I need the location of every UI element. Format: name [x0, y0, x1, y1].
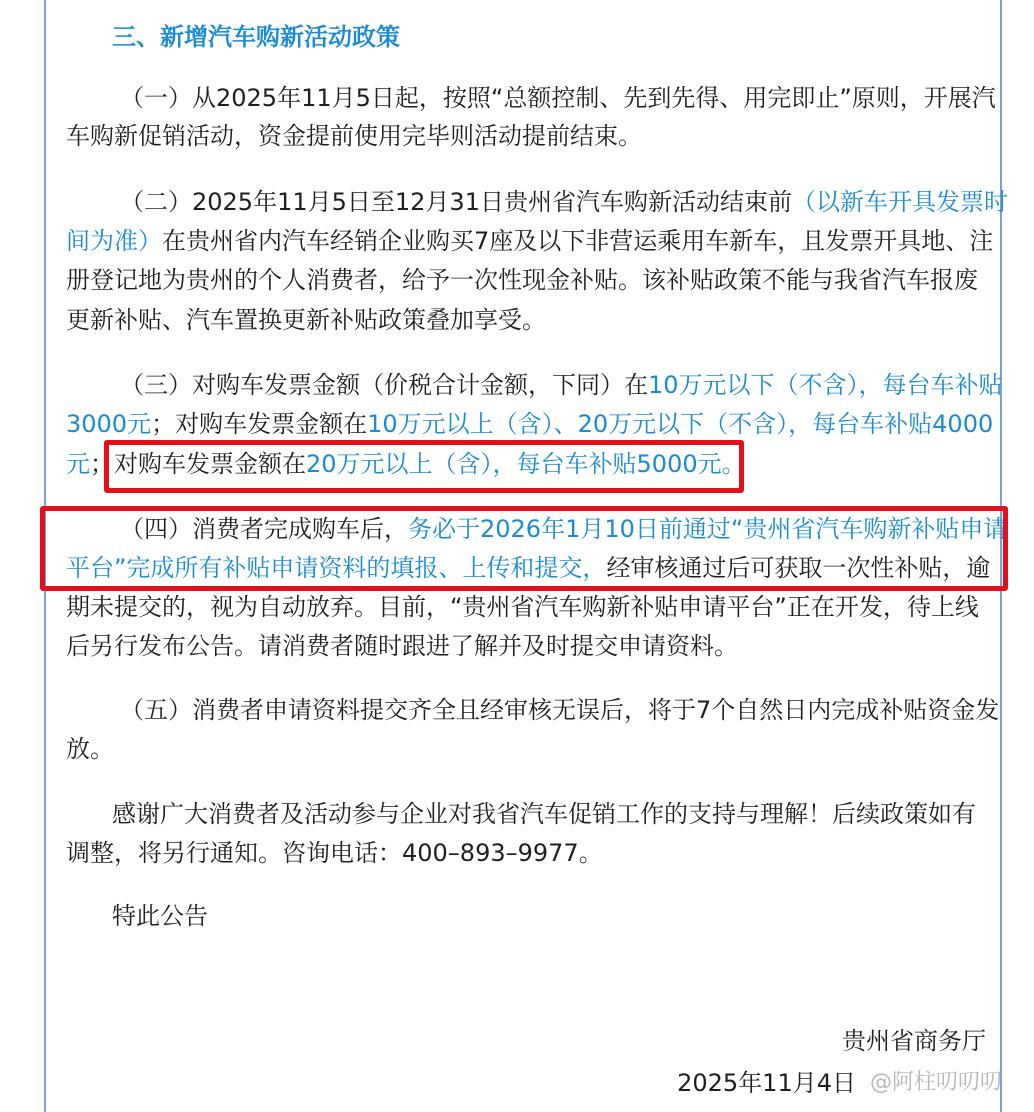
paragraph-3-highlight: 元 — [66, 450, 90, 478]
paragraph-2-line-2 — [66, 222, 993, 260]
paragraph-4-highlight: 务必于2026年1月10日前通过“贵州省汽车购新补贴申请 — [408, 515, 1008, 543]
paragraph-2-highlight: 间为准） — [66, 227, 162, 255]
paragraph-3-line-3 — [66, 445, 746, 483]
paragraph-3-text: ；对购车发票金额在 — [90, 450, 306, 478]
paragraph-3-text: ；对购车发票金额在 — [151, 410, 368, 438]
page-border-right — [1000, 0, 1002, 1112]
paragraph-2-text: （二）2025年11月5日至12月31日贵州省汽车购新活动结束前 — [120, 188, 792, 216]
watermark: @阿柱叨叨叨 — [870, 1070, 1003, 1095]
paragraph-4-text: （四）消费者完成购车后， — [120, 515, 408, 543]
paragraph-5-line-1: （五）消费者申请资料提交齐全且经审核无误后，将于7个自然日内完成补贴资金发 — [120, 696, 1000, 724]
paragraph-1-line-1: （一）从2025年11月5日起，按照“总额控制、先到先得、用完即止”原则，开展汽 — [120, 84, 996, 112]
paragraph-6-line-2: 调整，将另行通知。咨询电话：400–893–9977。 — [66, 839, 603, 867]
paragraph-2-line-1 — [120, 183, 1008, 221]
paragraph-4-line-3: 期未提交的，视为自动放弃。目前，“贵州省汽车购新补贴申请平台”正在开发，待上线 — [66, 593, 979, 621]
paragraph-4-text: 经审核通过后可获取一次性补贴，逾 — [606, 554, 991, 582]
paragraph-2-text: 在贵州省内汽车经销企业购买7座及以下非营运乘用车新车，且发票开具地、注 — [162, 227, 994, 255]
signature-org: 贵州省商务厅 — [842, 1027, 986, 1055]
signature-date: 2025年11月4日 — [677, 1069, 856, 1097]
paragraph-1-line-2: 车购新促销活动，资金提前使用完毕则活动提前结束。 — [66, 122, 642, 150]
paragraph-2-line-4: 更新补贴、汽车置换更新补贴政策叠加享受。 — [66, 306, 546, 334]
paragraph-4-highlight: 平台”完成所有补贴申请资料的填报、上传和提交， — [66, 554, 607, 582]
paragraph-4-line-4: 后另行发布公告。请消费者随时跟进了解并及时提交申请资料。 — [66, 632, 738, 660]
paragraph-6-line-1: 感谢广大消费者及活动参与企业对我省汽车促销工作的支持与理解！后续政策如有 — [112, 800, 976, 828]
paragraph-4-line-2 — [66, 549, 990, 587]
paragraph-3-highlight: 10万元以下（不含），每台车补贴 — [648, 371, 1003, 399]
paragraph-2-line-3: 册登记地为贵州的个人消费者，给予一次性现金补贴。该补贴政策不能与我省汽车报废 — [66, 266, 978, 294]
paragraph-3-line-2 — [66, 405, 993, 443]
paragraph-2-highlight: （以新车开具发票时 — [791, 188, 1008, 216]
paragraph-5-line-2: 放。 — [66, 735, 114, 763]
paragraph-3-highlight: 3000元 — [66, 410, 152, 438]
paragraph-3-highlight: 20万元以上（含），每台车补贴5000元。 — [306, 450, 746, 478]
paragraph-4-line-1 — [120, 510, 1007, 548]
section-title: 三、新增汽车购新活动政策 — [112, 23, 400, 51]
paragraph-3-highlight: 10万元以上（含）、20万元以下（不含），每台车补贴4000 — [367, 410, 994, 438]
closing-text: 特此公告 — [112, 902, 208, 930]
paragraph-3-line-1 — [120, 366, 1003, 404]
paragraph-3-text: （三）对购车发票金额（价税合计金额，下同）在 — [120, 371, 648, 399]
page-border-left — [44, 0, 46, 1112]
